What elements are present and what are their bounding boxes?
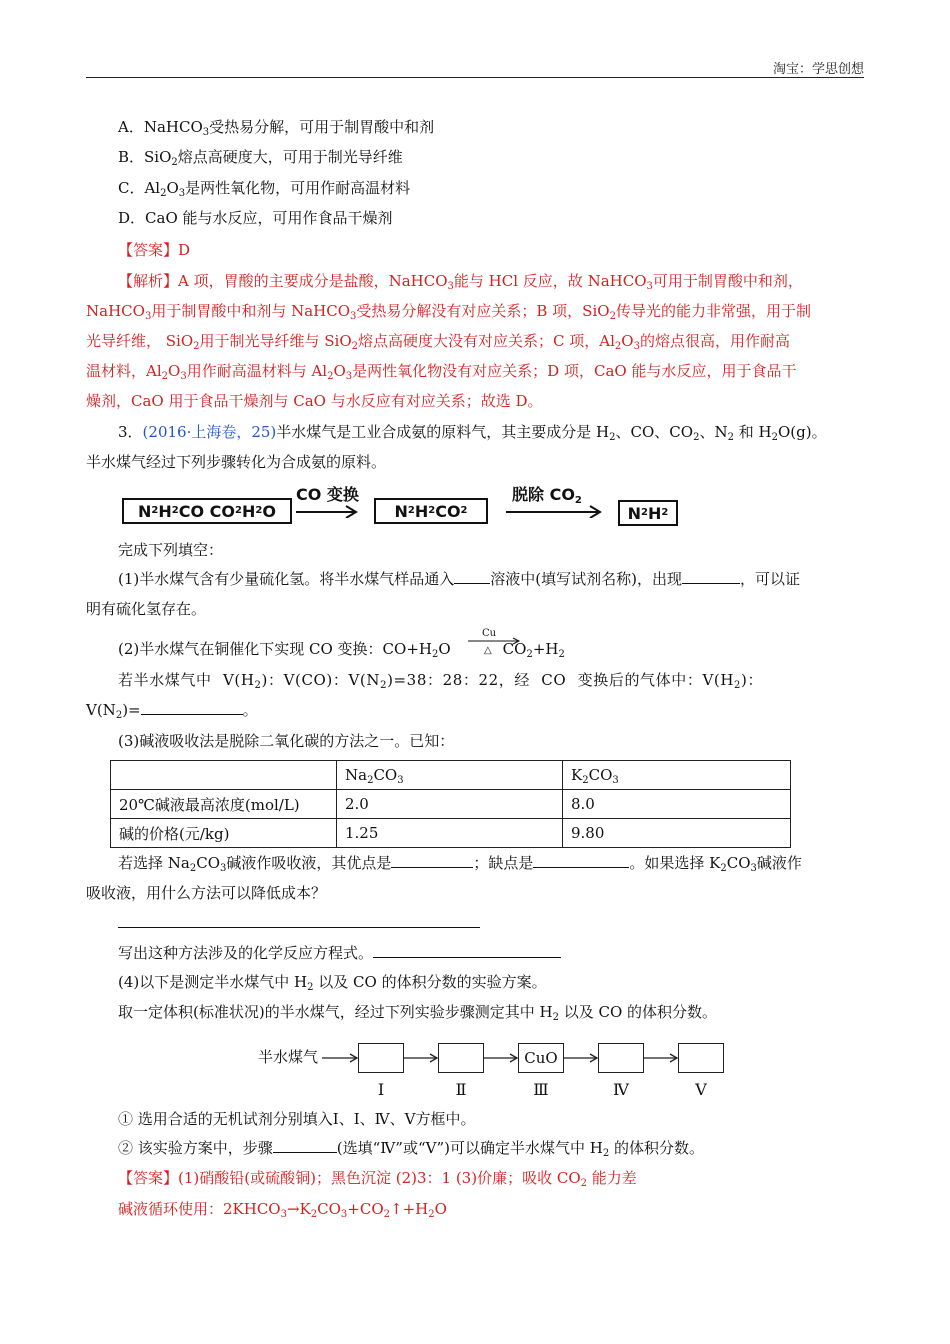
- q3-intro-2: 半水煤气经过下列步骤转化为合成氨的原料。: [86, 453, 387, 471]
- q3-subpart-2: ② 该实验方案中，步骤 (选填“Ⅳ”或“Ⅴ”)可以确定半水煤气中 $H_2$ 的体积分数。: [118, 1139, 704, 1159]
- arrow: [484, 1050, 520, 1066]
- q3-part-1-cont: 明有硫化氢存在。: [86, 600, 207, 618]
- table-row: [111, 819, 791, 848]
- answer-blank-line[interactable]: [118, 927, 480, 928]
- arrow: [404, 1050, 440, 1066]
- conversion-flow-diagram: [120, 482, 690, 532]
- arrow-2-label: 脱除 $CO_2$: [512, 485, 582, 506]
- table-cell: [111, 761, 337, 790]
- option-b: B．SiO$_2$熔点高硬度大，可用于制光导纤维: [118, 148, 403, 168]
- arrow-1-label: CO 变换: [296, 485, 359, 504]
- answer-2-line-1: 【答案】(1)硝酸铅(或硫酸铜)；黑色沉淀 (2)3：1 (3)价廉；吸收 $CO_2$ 能力差: [118, 1169, 637, 1189]
- table-cell: 9.80: [563, 819, 791, 848]
- alkali-table: [110, 760, 791, 848]
- analysis-line-4: 温材料，$Al_2O_3$用作耐高温材料与 $Al_2O_3$是两性氧化物没有对应关系；D 项，CaO 能与水反应，用于食品干: [86, 362, 797, 382]
- flow-box-3: N 2 H 2: [618, 500, 678, 526]
- reaction-arrow: [468, 636, 522, 646]
- q3-part-3-question: 吸收液，用什么方法可以降低成本？: [86, 884, 327, 902]
- header-text: 淘宝：学思创想: [772, 62, 864, 77]
- step-label-1: Ⅰ: [377, 1080, 385, 1099]
- table-row: [111, 790, 791, 819]
- fill-heading: 完成下列填空：: [118, 541, 224, 559]
- step-box-4: [598, 1043, 644, 1073]
- table-cell: 碱的价格(元/kg): [111, 819, 337, 848]
- answer-1: 【答案】D: [118, 241, 191, 259]
- q3-part-2: (2)半水煤气在铜催化下实现 CO 变换：$CO+H_2O$ $CO_2+H_2$: [118, 640, 565, 660]
- option-d: D．CaO 能与水反应，可用作食品干燥剂: [118, 209, 393, 227]
- arrow: [644, 1050, 680, 1066]
- blank-equation[interactable]: [373, 943, 561, 958]
- reaction-catalyst: Cu: [482, 628, 497, 639]
- option-c: C．$Al_2O_3$是两性氧化物，可用作耐高温材料: [118, 179, 411, 199]
- step-label-4: Ⅳ: [613, 1080, 629, 1099]
- analysis-line-5: 燥剂，CaO 用于食品干燥剂与 CaO 与水反应有对应关系；故选 D。: [86, 392, 543, 410]
- q3-part-1: (1)半水煤气含有少量硫化氢。将半水煤气样品通入 溶液中(填写试剂名称)，出现 ，可以证: [118, 570, 800, 588]
- reaction-heat: △: [484, 645, 492, 656]
- q3-intro: 3．(2016·上海卷，25)半水煤气是工业合成氨的原料气，其主要成分是 $H_2$、CO、$CO_2$、$N_2$ 和 $H_2O(g)$。: [118, 423, 827, 443]
- q3-part-3: (3)碱液吸收法是脱除二氧化碳的方法之一。已知：: [118, 732, 455, 750]
- blank-advantage[interactable]: [391, 853, 473, 868]
- blank-reagent[interactable]: [454, 569, 490, 584]
- q3-part-3-equation: 写出这种方法涉及的化学反应方程式。: [118, 943, 868, 963]
- arrow: [322, 1050, 360, 1066]
- step-box-5: [678, 1043, 724, 1073]
- analysis-line-1: 【解析】A 项，胃酸的主要成分是盐酸，NaHCO$_3$能与 HCl 反应，故 NaHCO$_3$可用于制胃酸中和剂，: [118, 272, 803, 292]
- blank-ratio[interactable]: [141, 700, 243, 715]
- table-cell: 2.0: [337, 790, 563, 819]
- q3-part-4-intro: 取一定体积(标准状况)的半水煤气，经过下列实验步骤测定其中 $H_2$ 以及 CO 的体积分数。: [118, 1003, 718, 1023]
- arrow-1: [294, 502, 364, 518]
- table-cell: 1.25: [337, 819, 563, 848]
- q3-subpart-1: ① 选用合适的无机试剂分别填入Ⅰ、Ⅰ、Ⅳ、Ⅴ方框中。: [118, 1110, 476, 1128]
- step-box-1: [358, 1043, 404, 1073]
- step-label-2: Ⅱ: [455, 1080, 467, 1099]
- flow-box-2: N 2 H 2 CO 2: [374, 498, 488, 524]
- table-cell: $Na_2CO_3$: [337, 761, 563, 790]
- experiment-flow-diagram: [258, 1040, 728, 1100]
- gas-label: 半水煤气: [258, 1048, 319, 1066]
- step-box-3-cuo: CuO: [518, 1043, 564, 1073]
- table-row: [111, 761, 791, 790]
- header-rule: [86, 77, 864, 78]
- blank-disadvantage[interactable]: [533, 853, 629, 868]
- step-label-5: Ⅴ: [695, 1080, 707, 1099]
- blank-phenomenon[interactable]: [682, 569, 740, 584]
- table-cell: 20℃碱液最高浓度(mol/L): [111, 790, 337, 819]
- q3-part-3-choice: 若选择 $Na_2CO_3$碱液作吸收液，其优点是 ；缺点是 。如果选择 $K_2CO_3$碱液作: [118, 854, 802, 874]
- q3-source: (2016·上海卷，25): [142, 423, 277, 441]
- q3-part-4: (4)以下是测定半水煤气中 $H_2$ 以及 CO 的体积分数的实验方案。: [118, 973, 547, 993]
- step-label-3: Ⅲ: [533, 1080, 549, 1099]
- option-a: A．NaHCO$_3$受热易分解，可用于制胃酸中和剂: [118, 118, 435, 138]
- analysis-line-2: NaHCO$_3$用于制胃酸中和剂与 NaHCO$_3$受热易分解没有对应关系；B 项，SiO$_2$传导光的能力非常强，用于制: [86, 302, 811, 322]
- step-box-2: [438, 1043, 484, 1073]
- table-cell: $K_2CO_3$: [563, 761, 791, 790]
- analysis-line-3: 光导纤维， SiO$_2$用于制光导纤维与 SiO$_2$熔点高硬度大没有对应关系；C 项，$Al_2O_3$的熔点很高，用作耐高: [86, 332, 790, 352]
- arrow-2: [504, 502, 604, 518]
- table-cell: 8.0: [563, 790, 791, 819]
- answer-2-line-2: 碱液循环使用：$2KHCO_3\to K_2CO_3+CO_2↑+H_2O$: [118, 1200, 447, 1220]
- q3-part-2-ratio: 若半水煤气中 $V(H_2)$：V(CO)：$V(N_2)=38$：28：22，经 CO 变换后的气体中：$V(H_2)$：: [118, 671, 764, 691]
- flow-box-1: N 2 H 2 CO CO 2 H 2 O: [122, 498, 292, 524]
- q3-part-2-ratio-cont: $V(N_2)=$ 。: [86, 701, 258, 721]
- arrow: [564, 1050, 600, 1066]
- blank-step[interactable]: [273, 1138, 337, 1153]
